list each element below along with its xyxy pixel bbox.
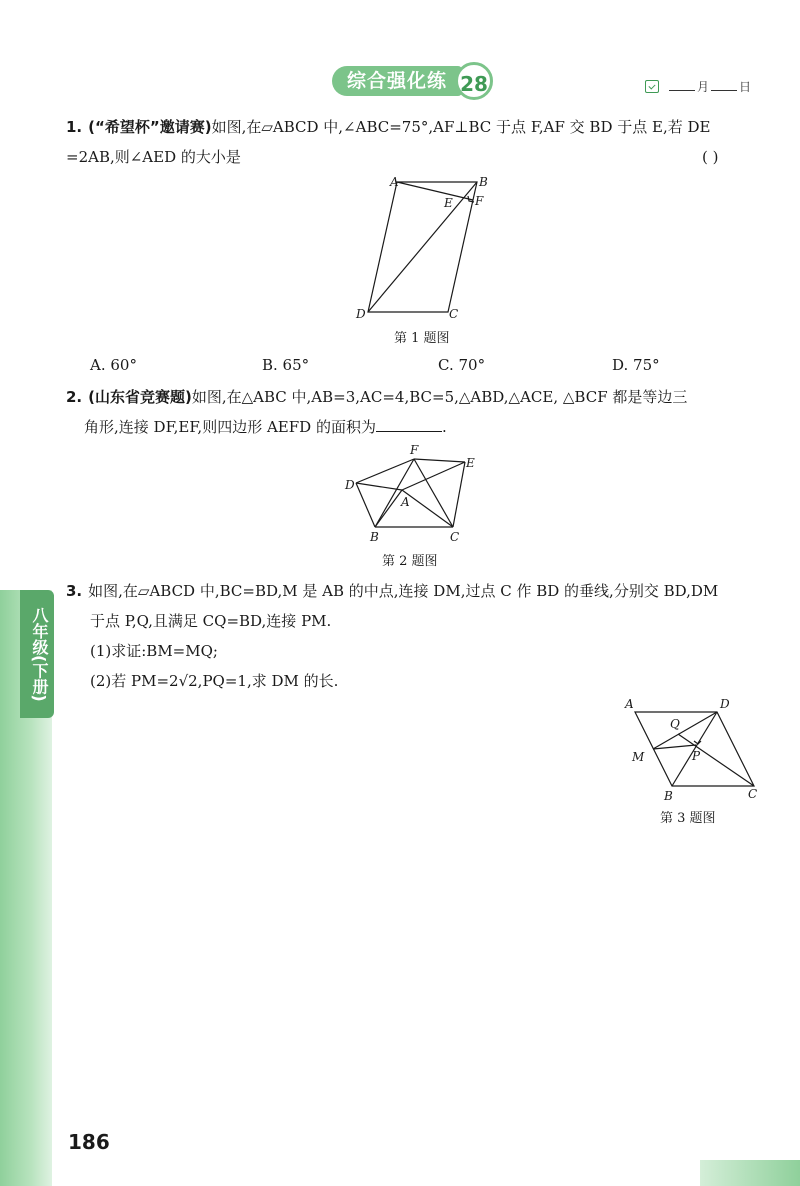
q3-segment-dm [653, 712, 717, 749]
q2-answer-blank [376, 417, 442, 432]
q2-label-a: A [401, 495, 410, 509]
q1-text-1: 如图,在▱ABCD 中,∠ABC=75°,AF⊥BC 于点 F,AF 交 BD 于点 E,若 DE [211, 118, 711, 136]
q1-option-d: D. 75° [612, 356, 660, 374]
q1-number: 1. [66, 118, 83, 136]
calendar-check-icon [645, 80, 659, 93]
q1-answer-bracket: ( ) [702, 148, 719, 166]
q1-figure-caption: 第 1 题图 [394, 331, 450, 346]
q2-figure-caption: 第 2 题图 [382, 554, 438, 569]
q3-label-c: C [748, 787, 758, 801]
q2-edge-ae [402, 462, 465, 490]
section-number-badge: 28 [455, 62, 493, 100]
q2-text-2: 角形,连接 DF,EF,则四边形 AEFD 的面积为 [84, 418, 376, 436]
q3-label-p: P [692, 749, 701, 763]
q1-option-a: A. 60° [90, 356, 137, 374]
month-label: 月 [697, 80, 710, 94]
q1-source: (“希望杯”邀请赛) [88, 118, 212, 136]
q1-label-e: E [444, 196, 453, 210]
q2-edge-bf [375, 459, 414, 527]
q3-figure [620, 694, 770, 804]
q2-figure [340, 442, 490, 546]
q1-line1 [66, 112, 710, 142]
q2-number: 2. [66, 388, 83, 406]
q1-label-a: A [390, 175, 399, 189]
date-field [645, 78, 751, 95]
q3-label-m: M [632, 750, 645, 764]
q3-label-d: D [720, 697, 730, 711]
q2-line2 [84, 412, 447, 442]
day-blank [711, 90, 737, 91]
q1-figure [350, 172, 490, 324]
q1-label-f: F [475, 194, 484, 208]
q1-diagonal-bd [368, 182, 477, 312]
q3-part-2: (2)若 PM=2√2,PQ=1,求 DM 的长. [90, 672, 339, 690]
q2-edge-fe [414, 459, 465, 462]
q2-edge-bd [356, 483, 375, 527]
q2-label-e: E [466, 456, 475, 470]
q2-source: (山东省竞赛题) [88, 388, 192, 406]
q2-period: . [441, 418, 447, 436]
q1-option-c: C. 70° [438, 356, 486, 374]
q2-line1 [66, 382, 687, 412]
section-title-banner: 综合强化练 [332, 66, 462, 96]
q1-label-c: C [449, 307, 459, 321]
q3-label-b: B [664, 789, 673, 803]
q3-segment-cq [678, 734, 754, 786]
q2-text-1: 如图,在△ABC 中,AB=3,AC=4,BC=5,△ABD,△ACE, △BCF 都是等边三 [191, 388, 688, 406]
q2-edge-da [356, 483, 402, 490]
q3-right-angle-mark [694, 741, 701, 744]
q1-label-d: D [356, 307, 366, 321]
q1-segment-af [397, 182, 473, 200]
q2-edge-fc [414, 459, 453, 527]
q3-part-1: (1)求证:BM=MQ; [90, 642, 218, 660]
page-number: 186 [68, 1130, 110, 1154]
q3-figure-caption: 第 3 题图 [660, 811, 716, 826]
q1-label-b: B [479, 175, 488, 189]
q1-option-b: B. 65° [262, 356, 310, 374]
q3-label-a: A [625, 697, 634, 711]
grade-tab: 八年级(下册) [20, 590, 54, 718]
q2-label-c: C [450, 530, 460, 544]
q1-text-2: =2AB,则∠AED 的大小是 [66, 148, 241, 166]
q2-edge-ec [453, 462, 465, 527]
q3-text-1: 如图,在▱ABCD 中,BC=BD,M 是 AB 的中点,连接 DM,过点 C 作 BD 的垂线,分别交 BD,DM [88, 582, 719, 600]
corner-decoration [700, 1160, 800, 1186]
day-label: 日 [739, 80, 752, 94]
q2-edge-df [356, 459, 414, 483]
q3-line1 [66, 576, 718, 606]
q2-label-f: F [410, 443, 419, 457]
q2-label-b: B [370, 530, 379, 544]
q3-number: 3. [66, 582, 83, 600]
month-blank [669, 90, 695, 91]
q2-edge-ba [375, 490, 402, 527]
q2-label-d: D [345, 478, 355, 492]
q3-label-q: Q [670, 717, 680, 731]
q3-text-2: 于点 P,Q,且满足 CQ=BD,连接 PM. [90, 612, 332, 630]
